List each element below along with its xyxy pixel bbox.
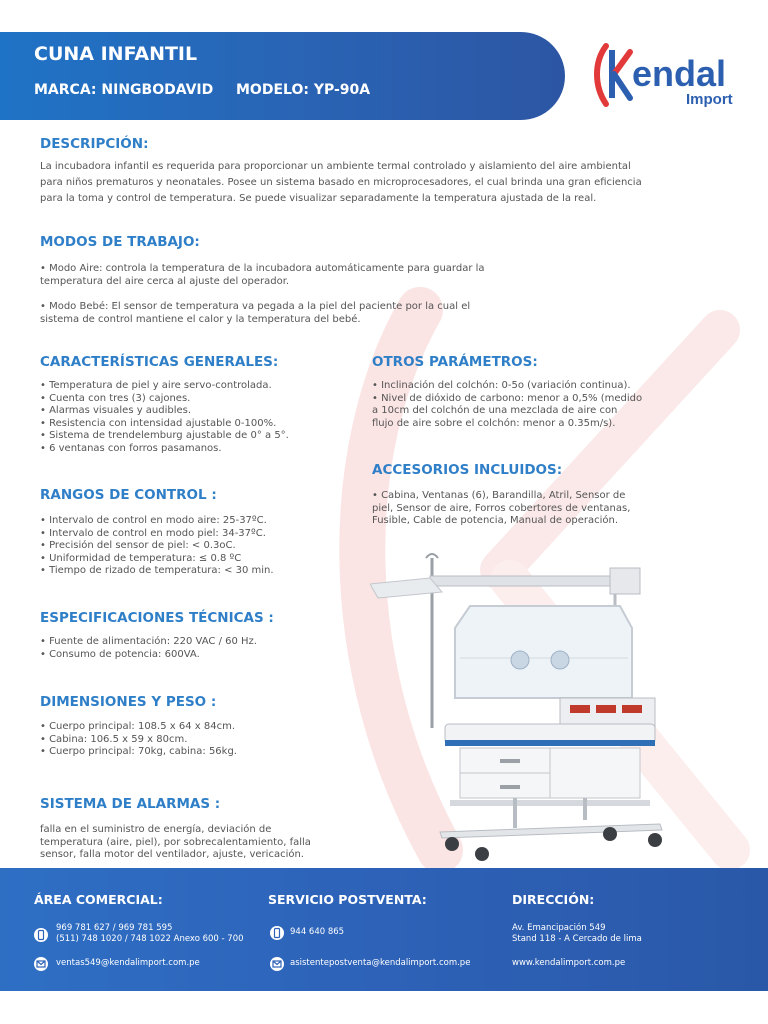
footer-banner	[0, 868, 768, 991]
otros-heading: OTROS PARÁMETROS:	[372, 354, 538, 370]
list-item: • Cabina: 106.5 x 59 x 80cm.	[40, 733, 188, 745]
list-item: • Cuerpo principal: 70kg, cabina: 56kg.	[40, 746, 237, 757]
list-item: a 10cm del colchón de una mezclada de aire con	[372, 405, 618, 416]
alarmas-heading: SISTEMA DE ALARMAS :	[40, 796, 221, 812]
brand-label: MARCA: NINGBODAVID	[34, 82, 214, 98]
list-item: • Precisión del sensor de piel: < 0.3oC.	[40, 540, 236, 551]
list-item: • Alarmas visuales y audibles.	[40, 405, 192, 416]
list-item: temperatura (aire, piel), por sobrecalentamiento, falla	[40, 836, 311, 848]
list-item: • 6 ventanas con forros pasamanos.	[40, 442, 222, 454]
footer-postventa-title: SERVICIO POSTVENTA:	[268, 892, 427, 907]
comercial-email[interactable]: ventas549@kendalimport.com.pe	[56, 958, 200, 968]
incubator-image	[370, 548, 670, 863]
logo-sub: Import	[686, 91, 733, 108]
list-item: • Nivel de dióxido de carbono: menor a 0,5% (medido	[372, 392, 643, 404]
list-item: • Resistencia con intensidad ajustable 0-100%.	[40, 417, 277, 429]
rangos-list	[40, 515, 360, 578]
list-item: • Consumo de potencia: 600VA.	[40, 648, 200, 660]
list-item: • Uniformidad de temperatura: ≤ 0.8 ºC	[40, 552, 242, 564]
list-item: • Cuerpo principal: 108.5 x 64 x 84cm.	[40, 721, 236, 732]
list-item: sensor, falla motor del ventilador, ajuste, vericación.	[40, 849, 304, 860]
website-link[interactable]: www.kendalimport.com.pe	[512, 958, 626, 968]
list-item: piel, Sensor de aire, Forros cobertores de ventanas,	[372, 502, 631, 514]
modos-heading: MODOS DE TRABAJO:	[40, 234, 200, 250]
descripcion-line: para la toma y control de temperatura. Se puede visualizar separadamente la temperatura ajustada de la real.	[40, 193, 597, 204]
modos-aire	[40, 263, 560, 288]
list-item: Fusible, Cable de potencia, Manual de operación.	[372, 515, 619, 526]
postventa-phone: 944 640 865	[290, 927, 345, 937]
footer-comercial-title: ÁREA COMERCIAL:	[34, 892, 163, 907]
descripcion-line: La incubadora infantil es requerida para proporcionar un ambiente termal controlado y aislamiento del aire ambiental	[40, 161, 631, 172]
list-item: • Intervalo de control en modo aire: 25-37ºC.	[40, 515, 267, 526]
accesorios-list	[372, 490, 672, 528]
direccion-line-1: Av. Emancipación 549	[512, 923, 606, 933]
list-item: temperatura del aire cerca al ajuste del operador.	[40, 275, 290, 287]
descripcion-text	[40, 159, 740, 207]
list-item: • Sistema de trendelemburg ajustable de 0° a 5°.	[40, 430, 289, 441]
alarmas-list	[40, 824, 360, 862]
email-icon	[270, 957, 284, 971]
phone-icon	[34, 928, 48, 942]
modos-bebe	[40, 301, 560, 326]
list-item: • Temperatura de piel y aire servo-controlada.	[40, 380, 272, 391]
footer-direccion-title: DIRECCIÓN:	[512, 892, 595, 907]
especificaciones-list	[40, 636, 360, 661]
list-item: • Modo Aire: controla la temperatura de la incubadora automáticamente para guardar la	[40, 263, 485, 274]
dimensiones-list	[40, 721, 360, 759]
list-item: falla en el suministro de energía, deviación de	[40, 824, 272, 835]
kendal-logo	[592, 40, 752, 110]
email-icon	[34, 957, 48, 971]
phone-icon	[270, 926, 284, 940]
logo-name: endal	[632, 53, 727, 94]
comercial-phone-2: (511) 748 1020 / 748 1022 Anexo 600 - 700	[56, 934, 244, 944]
list-item: • Tiempo de rizado de temperatura: < 30 min.	[40, 565, 274, 576]
list-item: • Inclinación del colchón: 0-5o (variación continua).	[372, 380, 631, 391]
descripcion-heading: DESCRIPCIÓN:	[40, 136, 149, 152]
caracteristicas-heading: CARACTERÍSTICAS GENERALES:	[40, 354, 279, 370]
list-item: sistema de control mantiene el calor y la temperatura del bebé.	[40, 313, 361, 325]
rangos-heading: RANGOS DE CONTROL :	[40, 487, 217, 503]
list-item: flujo de aire sobre el colchón: menor a 0.35m/s).	[372, 417, 616, 429]
dimensiones-heading: DIMENSIONES Y PESO :	[40, 694, 217, 710]
direccion-line-2: Stand 118 - A Cercado de lima	[512, 934, 642, 944]
comercial-phone-1: 969 781 627 / 969 781 595	[56, 923, 173, 933]
list-item: • Intervalo de control en modo piel: 34-37ºC.	[40, 527, 266, 539]
page-title: CUNA INFANTIL	[34, 43, 198, 65]
model-label: MODELO: YP-90A	[236, 82, 371, 98]
list-item: • Modo Bebé: El sensor de temperatura va pegada a la piel del paciente por la cual el	[40, 301, 471, 312]
accesorios-heading: ACCESORIOS INCLUIDOS:	[372, 462, 563, 478]
caracteristicas-list	[40, 380, 360, 455]
postventa-email[interactable]: asistentepostventa@kendalimport.com.pe	[290, 958, 471, 968]
otros-list	[372, 380, 672, 430]
descripcion-line: para niños prematuros y neonatales. Posee un sistema basado en microprocesadores, el cual brinda una gran eficiencia	[40, 177, 642, 188]
list-item: • Fuente de alimentación: 220 VAC / 60 Hz.	[40, 636, 257, 647]
especificaciones-heading: ESPECIFICACIONES TÉCNICAS :	[40, 610, 274, 626]
list-item: • Cuenta con tres (3) cajones.	[40, 392, 191, 404]
list-item: • Cabina, Ventanas (6), Barandilla, Atril, Sensor de	[372, 490, 626, 501]
